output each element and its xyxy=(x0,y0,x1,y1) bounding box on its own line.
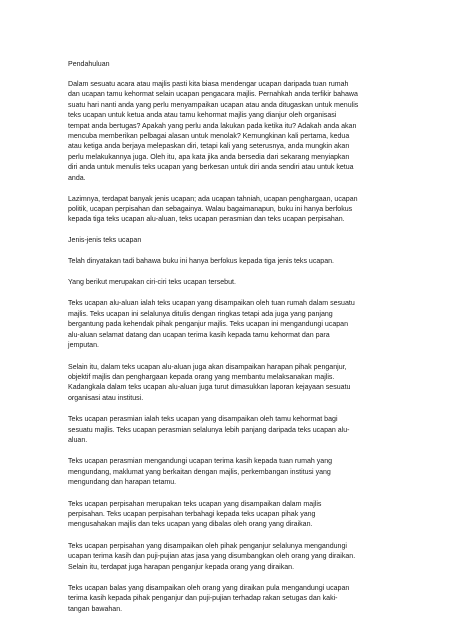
paragraph-opening-speech-content: Teks ucapan perasmian mengandungi ucapan terima kasih kepada tuan rumah yang mengundang, maklumat yang berkaitan dengan majlis, perkembangan institusi yang mengundang dan harapan tetamu. xyxy=(68,458,333,487)
paragraph-opening-speech: Teks ucapan perasmian ialah teks ucapan yang disampaikan oleh tamu kehormat bagi sesuatu majlis. Teks ucapan perasmian selalunya lebih panjang daripada teks ucapan alu- aluan. xyxy=(68,416,350,444)
paragraph-welcome-speech-extra: Selain itu, dalam teks ucapan alu-aluan juga akan disampaikan harapan pihak penganjur, objektif majlis dan penghargaan kepada orang yang membantu melaksanakan majlis. Kadangkala dalam teks ucapan alu-aluan juga turut dimasukkan laporan kejayaan sesuatu organisasi atau institusi. xyxy=(68,363,351,402)
section-heading: Pendahuluan xyxy=(68,61,110,68)
paragraph-focus: Telah dinyatakan tadi bahawa buku ini hanya berfokus kepada tiga jenis teks ucapan. xyxy=(68,258,335,266)
paragraph-characteristics: Yang berikut merupakan ciri-ciri teks ucapan tersebut. xyxy=(68,279,236,287)
paragraph-welcome-speech: Teks ucapan alu-aluan ialah teks ucapan yang disampaikan oleh tuan rumah dalam sesuatu majlis. Teks ucapan ini selalunya ditulis dengan ringkas tetapi ada juga yang panjang bergantung pada kehendak pihak penganjur majlis. Teks ucapan ini mengandungi ucapan alu-aluan selamat datang dan ucapan terima kasih kepada tamu kehormat dan para jemputan. xyxy=(68,300,355,350)
paragraph-speech-types: Lazimnya, terdapat banyak jenis ucapan; ada ucapan tahniah, ucapan penghargaan, ucapan politik, ucapan perpisahan dan sebagainya. Walau bagaimanapun, buku ini hanya berfokus kepada tiga teks ucapan alu-aluan, teks ucapan perasmian dan teks ucapan perpisahan. xyxy=(68,195,358,224)
document-page xyxy=(68,60,408,626)
subheading-speech-types: Jenis-jenis teks ucapan xyxy=(68,237,142,245)
paragraph-introduction: Dalam sesuatu acara atau majlis pasti kita biasa mendengar ucapan daripada tuan rumah dan ucapan tamu kehormat selain ucapan pengacara majlis. Pernahkah anda terfikir bahawa suatu hari nanti anda yang perlu menyampaikan ucapan atau anda ditugaskan untuk menulis teks ucapan untuk ketua anda atau tamu kehormat majlis yang dianjur oleh organisasi tempat anda bertugas? Apakah yang perlu anda lakukan pada ketika itu? Adakah anda akan mencuba memberikan pelbagai alasan untuk menolak? Kemungkinan kali pertama, kedua atau ketiga anda berjaya melepaskan diri, tetapi kali yang seterusnya, anda mungkin akan perlu melakukannya juga. Oleh itu, apa kata jika anda bersedia dari sekarang menyiapkan diri anda untuk menulis teks ucapan yang berkesan untuk diri anda sendiri atau untuk ketua anda. xyxy=(68,81,359,182)
paragraph-farewell-organizer: Teks ucapan perpisahan yang disampaikan oleh pihak penganjur selalunya mengandungi ucapan terima kasih dan puji-pujian atas jasa yang disumbangkan oleh orang yang diraikan. Selain itu, terdapat juga harapan penganjur kepada orang yang diraikan. xyxy=(68,542,356,571)
paragraph-reply-speech: Teks ucapan balas yang disampaikan oleh orang yang diraikan pula mengandungi ucapan terima kasih kepada pihak penganjur dan puji-pujian terhadap rakan setugas dan kaki- tangan bawahan. xyxy=(68,585,350,613)
paragraph-farewell-speech: Teks ucapan perpisahan merupakan teks ucapan yang disampaikan dalam majlis perpisahan. Teks ucapan perpisahan terbahagi kepada teks ucapan pihak yang mengusahakan majlis dan teks ucapan yang dibalas oleh orang yang diraikan. xyxy=(68,500,322,529)
